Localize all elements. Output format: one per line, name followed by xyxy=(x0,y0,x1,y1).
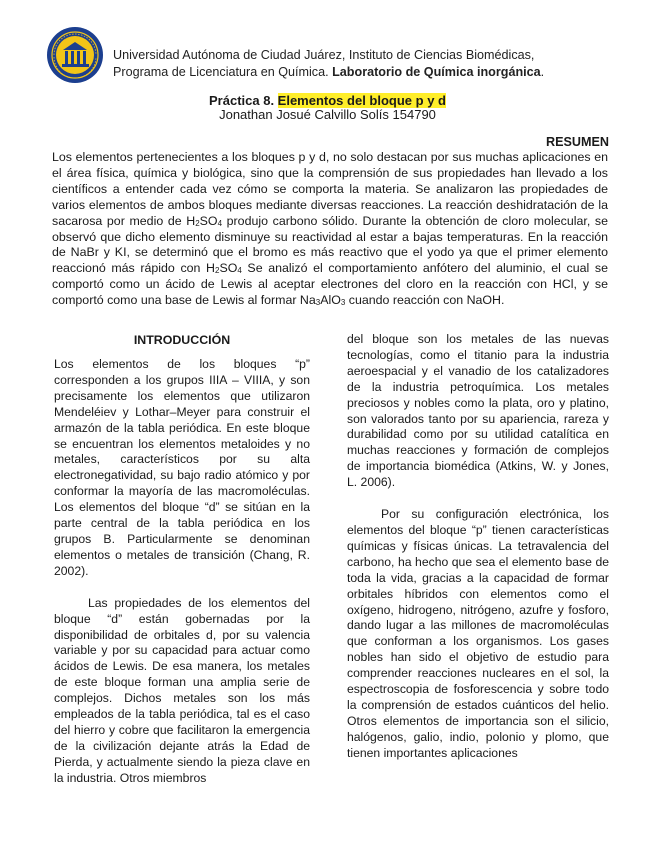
program-name: Programa de Licenciatura en Química. xyxy=(113,65,333,79)
abstract-segment: SO xyxy=(199,213,218,228)
title-highlight: Elementos del bloque p y d xyxy=(277,93,446,108)
university-seal-icon xyxy=(46,26,104,84)
title-label: Práctica 8. xyxy=(209,93,278,108)
intro-paragraph-2-continued: del bloque son los metales de las nuevas tecnologías, como el titanio para la industria aeroespacial y el vanadio de los catalizadores de la industria petroquímica. Los metales preciosos y nobles como la plata, oro y platino, son valorados tanto por su apariencia, rareza y durabilidad como por su utilidad catalítica en muchas reacciones y formación de complejos de importancia biomédica (Atkins, W. y Jones, L. 2006). xyxy=(347,332,609,490)
right-column xyxy=(347,332,609,762)
resumen-heading: RESUMEN xyxy=(546,135,609,149)
left-column xyxy=(54,357,310,787)
intro-paragraph-2: Las propiedades de los elementos del bloque “d” están gobernadas por la disponibilidad de orbitales d, por su valencia variable y por su capacidad para actuar como ácidos de Lewis. De esa manera, los metales de este bloque forman una amplia serie de complejos. Dichos metales son los más empleados de la tabla periódica, tal es el caso del hierro y cobre que facilitaron la emergencia de la civilización dejante atrás la Edad de Pierda, y actualmente siendo la pieza clave en la industria. Otros miembros xyxy=(54,595,310,785)
header-line-1: Universidad Autónoma de Ciudad Juárez, Instituto de Ciencias Biomédicas, xyxy=(113,48,535,62)
subscript: 2 xyxy=(215,266,220,276)
header-line-2 xyxy=(113,64,593,81)
intro-heading: INTRODUCCIÓN xyxy=(133,333,231,347)
lab-name: Laboratorio de Química inorgánica xyxy=(332,65,541,79)
institution-header xyxy=(113,47,593,81)
intro-paragraph-3: Por su configuración electrónica, los elementos del bloque “p” tienen características químicas y físicas únicas. La tetravalencia del carbono, ha hecho que sea el elemento base de toda la vida, gracias a la capacidad de formar orbitales híbridos con elementos como el oxígeno, hidrogeno, nitrógeno, azufre y fosforo, dando lugar a las millones de macromoléculas que conforman a los organismos. Los gases nobles han sido el objetivo de estudio para comprender reacciones nucleares en el sol, la espectroscopia de fosforescencia y sobre todo la comprensión de estados cuánticos del helio. Otros elementos de importancia son el silicio, halógenos, galio, indio, polonio y plomo, que tienen importantes aplicaciones xyxy=(347,507,609,760)
intro-paragraph-1: Los elementos de los bloques “p” corresponden a los grupos IIIA – VIIIA, y son precisamente los elementos que utilizaron Mendeléiev y Lothar–Meyer para construir el armazón de la tabla periódica. En este bloque se encuentran los elementos metaloides y no metales, característicos por su alta electronegatividad, su bajo radio atómico y por conformar la mayoría de las macromoléculas. Los elementos del bloque “d” se sitúan en la parte central de la tabla periódica en los grupos B. Particularmente se denominan elementos o metales de transición (Chang, R. 2002). xyxy=(54,357,310,578)
abstract-segment: Se analizó el comportamiento anfótero del aluminio, el cual se comportó como un ácido de Lewis al aceptar electrones del cloro en la reacción con HCl, y se comportó como una base de Lewis al formar Na xyxy=(52,261,608,308)
subscript: 2 xyxy=(195,218,200,228)
subscript: 3 xyxy=(340,298,346,308)
abstract-segment: Los elementos pertenecientes a los bloques p y d, no solo destacan por sus muchas aplicaciones en el área física, química y biológica, sino que la comprensión de sus propiedades han llevado a los científicos a entender cada vez cómo se comporta la materia. Se analizaron las propiedades de varios elementos de ambos bloques mediante diversas reacciones. La reacción deshidratación de la sacarosa por medio de H xyxy=(52,150,608,228)
abstract-segment: produjo carbono sólido. Durante la obtención de cloro molecular, se observó que dicho elemento disminuye su reactividad al estar a bajas temperaturas. En la reacción de NaBr y KI, se determinó que el bromo es más reactivo que el yodo ya que el primer elemento reaccionó más rápido con H xyxy=(52,213,608,276)
abstract-segment: cuando reacción con NaOH. xyxy=(345,293,505,308)
subscript: 4 xyxy=(217,218,223,228)
author-line: Jonathan Josué Calvillo Solís 154790 xyxy=(219,107,436,122)
abstract-text xyxy=(52,150,608,309)
subscript: 4 xyxy=(237,266,242,276)
abstract-segment: SO xyxy=(219,261,238,276)
abstract-segment: AlO xyxy=(320,293,341,308)
subscript: 3 xyxy=(315,298,321,308)
header-period: . xyxy=(540,65,545,79)
